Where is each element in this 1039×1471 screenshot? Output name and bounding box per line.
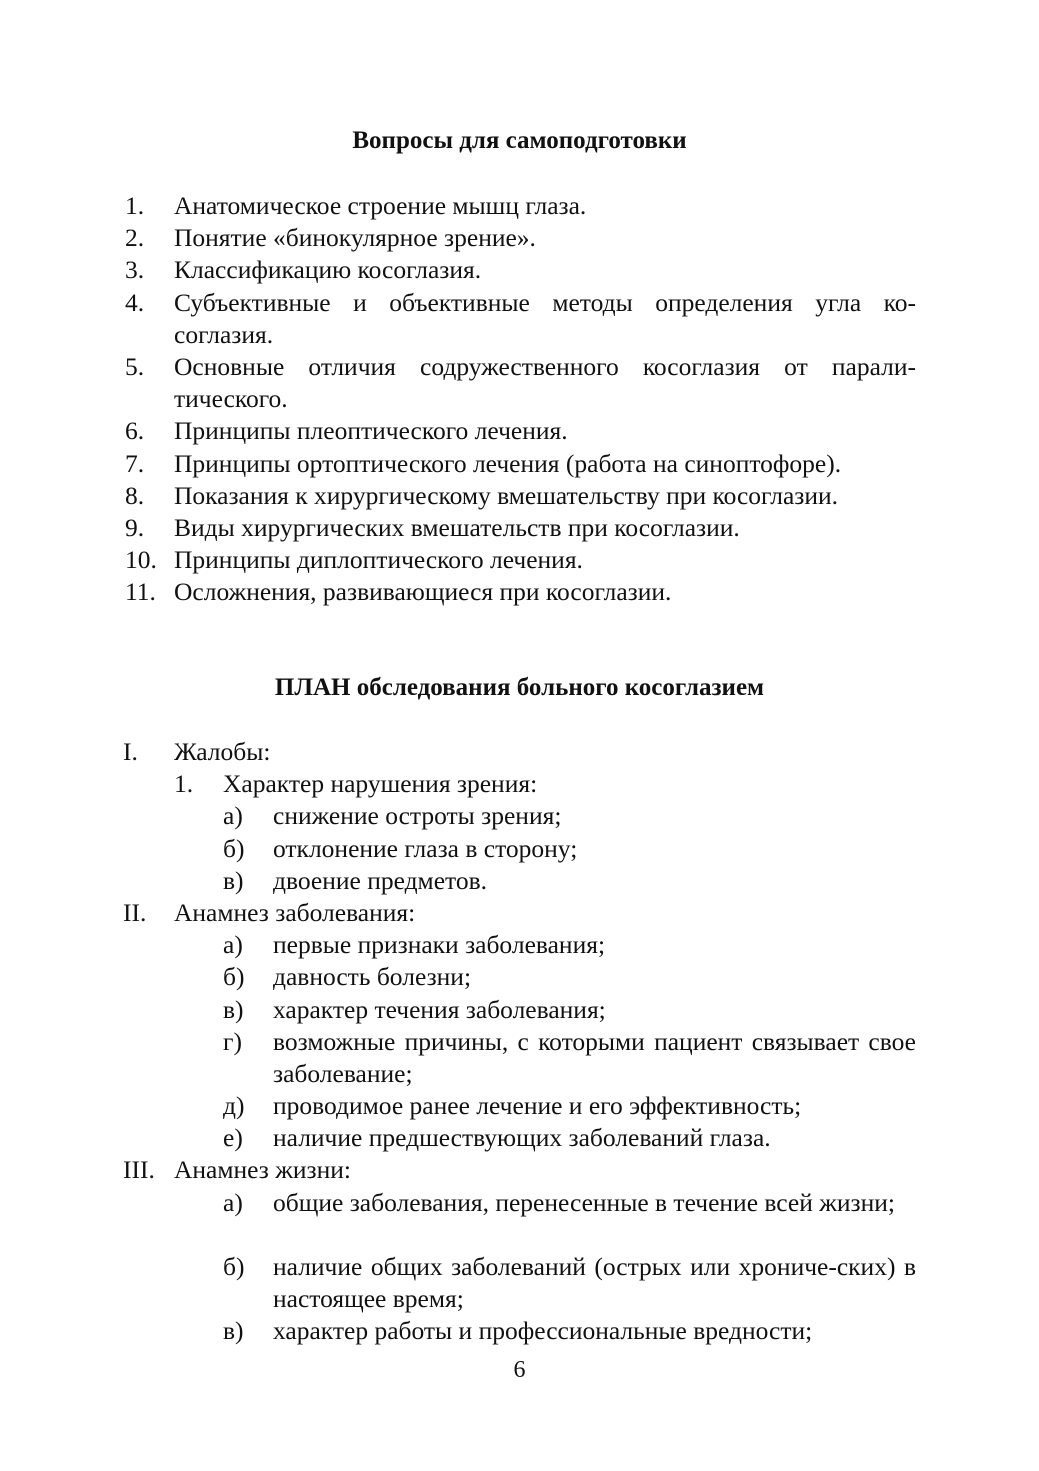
- plan-section-header: [0, 897, 1039, 929]
- item-text: Показания к хирургическому вмешательству при косоглазии.: [174, 480, 839, 510]
- list-item: [0, 800, 1039, 832]
- item-letter: в): [223, 994, 244, 1024]
- item-text: первые признаки заболевания;: [273, 930, 606, 960]
- list-item: [0, 448, 1039, 480]
- item-text: возможные причины, с которыми пациент связывает свое заболевание;: [273, 1026, 916, 1088]
- item-letter: б): [223, 1252, 245, 1282]
- list-item: [0, 1187, 1039, 1251]
- plan-heading: ПЛАН обследования больного косоглазием: [274, 674, 765, 701]
- item-number: 1.: [125, 191, 145, 220]
- list-item: [0, 961, 1039, 993]
- item-text: Виды хирургических вмешательств при косоглазии.: [174, 512, 740, 542]
- list-item: [0, 994, 1039, 1026]
- item-text: двоение предметов.: [273, 865, 487, 895]
- list-item: [0, 480, 1039, 512]
- section-number: I.: [123, 737, 138, 766]
- list-item: [0, 287, 1039, 351]
- list-item: [0, 1090, 1039, 1122]
- item-number: 8.: [125, 480, 145, 510]
- list-item: [0, 833, 1039, 865]
- item-text: Субъективные и объективные методы определения угла ко-соглазия.: [174, 287, 916, 349]
- item-letter: д): [223, 1091, 245, 1121]
- item-number: 2.: [125, 223, 145, 253]
- list-item: [0, 512, 1039, 544]
- item-letter: а): [223, 1187, 243, 1217]
- plan-subsection-header: [0, 768, 1039, 800]
- list-item: [0, 1026, 1039, 1090]
- list-item: [0, 1122, 1039, 1154]
- item-text: Принципы плеоптического лечения.: [174, 416, 568, 446]
- item-text: Осложнения, развивающиеся при косоглазии.: [174, 577, 672, 607]
- section-title: Жалобы:: [174, 737, 271, 766]
- item-text: отклонение глаза в сторону;: [273, 833, 578, 863]
- section-title: Анамнез жизни:: [174, 1155, 351, 1185]
- list-item: [0, 865, 1039, 897]
- subsection-number: 1.: [174, 769, 194, 799]
- item-text: Основные отличия содружественного косоглазия от парали-тического.: [174, 351, 916, 414]
- item-text: Принципы диплоптического лечения.: [174, 545, 583, 575]
- questions-list: [0, 190, 1039, 608]
- list-item: [0, 544, 1039, 576]
- item-letter: в): [223, 865, 244, 895]
- item-text: характер работы и профессиональные вредности;: [273, 1316, 813, 1346]
- section-title: Анамнез заболевания:: [174, 897, 416, 927]
- item-letter: а): [223, 930, 243, 960]
- item-number: 10.: [125, 545, 157, 575]
- list-item: [0, 929, 1039, 961]
- item-text: Классификацию косоглазия.: [174, 255, 482, 285]
- list-item: [0, 1315, 1039, 1347]
- list-item: [0, 222, 1039, 254]
- item-text: Принципы ортоптического лечения (работа на синоптофоре).: [174, 448, 842, 478]
- list-item: [0, 576, 1039, 608]
- list-item: [0, 254, 1039, 286]
- item-number: 4.: [125, 287, 145, 317]
- item-number: 11.: [125, 577, 156, 607]
- item-text: характер течения заболевания;: [273, 994, 606, 1024]
- list-item: [0, 415, 1039, 447]
- item-text: наличие общих заболеваний (острых или хрониче-ских) в настоящее время;: [273, 1252, 916, 1314]
- plan-list: [0, 736, 1039, 1348]
- item-text: проводимое ранее лечение и его эффективность;: [273, 1091, 802, 1121]
- item-letter: б): [223, 833, 245, 863]
- item-letter: г): [223, 1026, 242, 1056]
- questions-heading: Вопросы для самоподготовки: [352, 127, 687, 154]
- item-letter: в): [223, 1316, 244, 1346]
- section-number: III.: [123, 1155, 155, 1185]
- item-number: 6.: [125, 416, 145, 446]
- page-number: 6: [513, 1357, 526, 1383]
- section-number: II.: [123, 897, 147, 927]
- item-number: 9.: [125, 512, 145, 542]
- subsection-title: Характер нарушения зрения:: [223, 769, 538, 799]
- item-number: 5.: [125, 351, 145, 381]
- item-number: 3.: [125, 255, 145, 285]
- list-item: [0, 190, 1039, 222]
- plan-section-header: [0, 736, 1039, 768]
- item-text: давность болезни;: [273, 962, 472, 992]
- item-letter: е): [223, 1123, 243, 1153]
- item-text: Анатомическое строение мышц глаза.: [174, 191, 587, 220]
- item-text: общие заболевания, перенесенные в течение всей жизни;: [273, 1187, 895, 1217]
- item-text: Понятие «бинокулярное зрение».: [174, 223, 536, 253]
- item-letter: б): [223, 962, 245, 992]
- plan-section-header: [0, 1154, 1039, 1186]
- item-text: наличие предшествующих заболеваний глаза.: [273, 1123, 771, 1153]
- item-text: снижение остроты зрения;: [273, 801, 562, 831]
- list-item: [0, 351, 1039, 415]
- list-item: [0, 1251, 1039, 1315]
- item-letter: а): [223, 801, 243, 831]
- item-number: 7.: [125, 448, 145, 478]
